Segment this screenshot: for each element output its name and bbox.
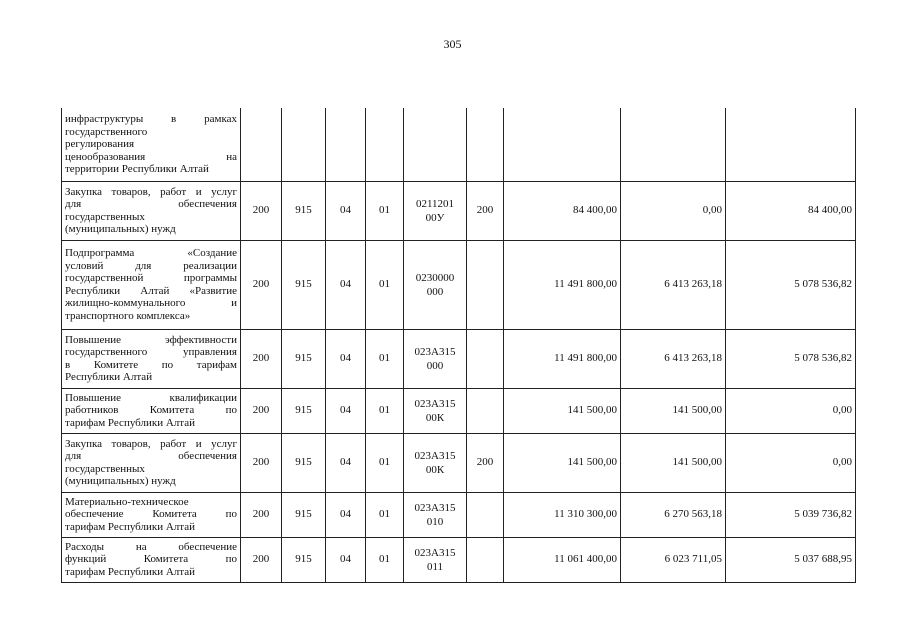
target-article-cell xyxy=(404,388,467,433)
pr-cell: 04 xyxy=(326,433,366,492)
remaining-amount-cell: 5 039 736,82 xyxy=(726,492,856,537)
row-name-line: (муниципальных) нужд xyxy=(65,223,176,235)
row-name-cell xyxy=(62,181,241,240)
row-name-line: тарифам Республики Алтай xyxy=(65,565,196,578)
row-name-cell xyxy=(62,492,241,537)
rz-cell: 915 xyxy=(282,433,326,492)
rz-cell: 915 xyxy=(282,181,326,240)
table-row xyxy=(62,388,856,433)
row-name-line: условий для реализации xyxy=(65,259,237,272)
row-name-line: тарифам Республики Алтай xyxy=(65,520,196,533)
row-name-line: Повышение эффективности xyxy=(65,333,237,346)
target-article-cell xyxy=(404,181,467,240)
expense-type-cell xyxy=(467,388,504,433)
grbs-cell: 200 xyxy=(241,537,282,582)
executed-amount-cell: 6 413 263,18 xyxy=(621,240,726,329)
target-article-part: 000 xyxy=(426,359,444,372)
table-row xyxy=(62,537,856,582)
plan-amount-cell: 11 491 800,00 xyxy=(504,240,621,329)
budget-table-body xyxy=(62,108,856,582)
row-name-line: в Комитете по тарифам xyxy=(65,358,237,371)
row-name-line: транспортного комплекса» xyxy=(65,309,191,322)
target-article-cell xyxy=(404,537,467,582)
row-name-cell xyxy=(62,240,241,329)
budget-table xyxy=(61,108,856,583)
row-name-cell xyxy=(62,433,241,492)
subsection-cell: 01 xyxy=(366,181,404,240)
table-row xyxy=(62,329,856,388)
executed-amount-cell xyxy=(621,108,726,181)
plan-amount-cell: 11 061 400,00 xyxy=(504,537,621,582)
row-name-line: Республики Алтай «Развитие xyxy=(65,284,237,297)
remaining-amount-cell: 0,00 xyxy=(726,433,856,492)
row-name-line: государственной программы xyxy=(65,272,237,284)
row-name-line: государственных xyxy=(65,462,145,475)
row-name-line: Подпрограмма «Создание xyxy=(65,247,237,259)
rz-cell: 915 xyxy=(282,240,326,329)
row-name-line: Расходы на обеспечение xyxy=(65,540,237,553)
grbs-cell xyxy=(241,108,282,181)
target-article-part: 023А315 xyxy=(414,397,456,410)
row-name-line: функций Комитета по xyxy=(65,553,237,566)
row-name-line: государственных xyxy=(65,210,145,223)
rz-cell: 915 xyxy=(282,492,326,537)
target-article-part: 0230000 xyxy=(415,271,455,284)
subsection-cell: 01 xyxy=(366,240,404,329)
row-name-line: Повышение квалификации xyxy=(65,391,237,404)
target-article-part: 011 xyxy=(426,560,444,573)
row-name-line: государственного управления xyxy=(65,346,237,358)
row-name-line: Республики Алтай xyxy=(65,371,153,383)
target-article-part: 00К xyxy=(425,411,445,424)
executed-amount-cell: 6 413 263,18 xyxy=(621,329,726,388)
pr-cell: 04 xyxy=(326,537,366,582)
target-article-part: 023А315 xyxy=(414,345,456,358)
remaining-amount-cell xyxy=(726,108,856,181)
expense-type-cell xyxy=(467,108,504,181)
target-article-part: 0211201 xyxy=(415,197,455,210)
row-name-cell xyxy=(62,388,241,433)
expense-type-cell xyxy=(467,329,504,388)
row-name-cell xyxy=(62,108,241,181)
grbs-cell: 200 xyxy=(241,388,282,433)
target-article-part: 00К xyxy=(425,463,445,476)
remaining-amount-cell: 5 037 688,95 xyxy=(726,537,856,582)
rz-cell: 915 xyxy=(282,329,326,388)
grbs-cell: 200 xyxy=(241,240,282,329)
subsection-cell: 01 xyxy=(366,433,404,492)
rz-cell xyxy=(282,108,326,181)
row-name-line: тарифам Республики Алтай xyxy=(65,416,196,429)
table-row xyxy=(62,433,856,492)
subsection-cell: 01 xyxy=(366,492,404,537)
row-name-line: работников Комитета по xyxy=(65,404,237,417)
row-name-line: ценообразования на xyxy=(65,150,237,163)
executed-amount-cell: 141 500,00 xyxy=(621,433,726,492)
target-article-part: 00У xyxy=(425,211,445,224)
executed-amount-cell: 0,00 xyxy=(621,181,726,240)
plan-amount-cell: 84 400,00 xyxy=(504,181,621,240)
target-article-cell xyxy=(404,240,467,329)
page-number: 305 xyxy=(443,37,462,51)
subsection-cell xyxy=(366,108,404,181)
row-name-line: инфраструктуры в рамках xyxy=(65,113,237,125)
pr-cell: 04 xyxy=(326,388,366,433)
table-row xyxy=(62,492,856,537)
plan-amount-cell: 141 500,00 xyxy=(504,388,621,433)
target-article-cell xyxy=(404,433,467,492)
pr-cell xyxy=(326,108,366,181)
pr-cell: 04 xyxy=(326,181,366,240)
expense-type-cell: 200 xyxy=(467,433,504,492)
target-article-part: 023А315 xyxy=(414,546,456,559)
row-name-line: обеспечение Комитета по xyxy=(65,508,237,521)
row-name-line: регулирования xyxy=(65,138,135,150)
grbs-cell: 200 xyxy=(241,329,282,388)
table-row xyxy=(62,108,856,181)
table-row xyxy=(62,181,856,240)
target-article-cell xyxy=(404,329,467,388)
expense-type-cell xyxy=(467,240,504,329)
row-name-line: жилищно-коммунального и xyxy=(65,297,237,309)
target-article-part: 000 xyxy=(426,285,444,298)
table-row xyxy=(62,240,856,329)
row-name-cell xyxy=(62,537,241,582)
row-name-line: (муниципальных) нужд xyxy=(65,475,176,487)
expense-type-cell xyxy=(467,492,504,537)
target-article-cell xyxy=(404,108,467,181)
expense-type-cell: 200 xyxy=(467,181,504,240)
row-name-line: Закупка товаров, работ и услуг xyxy=(65,437,237,450)
subsection-cell: 01 xyxy=(366,537,404,582)
executed-amount-cell: 141 500,00 xyxy=(621,388,726,433)
row-name-line: Закупка товаров, работ и услуг xyxy=(65,185,237,198)
row-name-line: Материально-техническое xyxy=(65,495,189,508)
rz-cell: 915 xyxy=(282,537,326,582)
grbs-cell: 200 xyxy=(241,433,282,492)
subsection-cell: 01 xyxy=(366,388,404,433)
grbs-cell: 200 xyxy=(241,181,282,240)
row-name-cell xyxy=(62,329,241,388)
executed-amount-cell: 6 270 563,18 xyxy=(621,492,726,537)
grbs-cell: 200 xyxy=(241,492,282,537)
expense-type-cell xyxy=(467,537,504,582)
remaining-amount-cell: 5 078 536,82 xyxy=(726,329,856,388)
target-article-part: 023А315 xyxy=(414,449,456,462)
plan-amount-cell xyxy=(504,108,621,181)
pr-cell: 04 xyxy=(326,240,366,329)
remaining-amount-cell: 0,00 xyxy=(726,388,856,433)
row-name-line: государственного xyxy=(65,125,148,138)
remaining-amount-cell: 84 400,00 xyxy=(726,181,856,240)
target-article-part: 023А315 xyxy=(414,501,456,514)
row-name-line: территории Республики Алтай xyxy=(65,163,209,175)
plan-amount-cell: 11 491 800,00 xyxy=(504,329,621,388)
subsection-cell: 01 xyxy=(366,329,404,388)
row-name-line: для обеспечения xyxy=(65,450,237,462)
target-article-cell xyxy=(404,492,467,537)
rz-cell: 915 xyxy=(282,388,326,433)
target-article-part: 010 xyxy=(426,515,444,528)
row-name-line: для обеспечения xyxy=(65,198,237,210)
executed-amount-cell: 6 023 711,05 xyxy=(621,537,726,582)
plan-amount-cell: 11 310 300,00 xyxy=(504,492,621,537)
pr-cell: 04 xyxy=(326,329,366,388)
remaining-amount-cell: 5 078 536,82 xyxy=(726,240,856,329)
plan-amount-cell: 141 500,00 xyxy=(504,433,621,492)
pr-cell: 04 xyxy=(326,492,366,537)
